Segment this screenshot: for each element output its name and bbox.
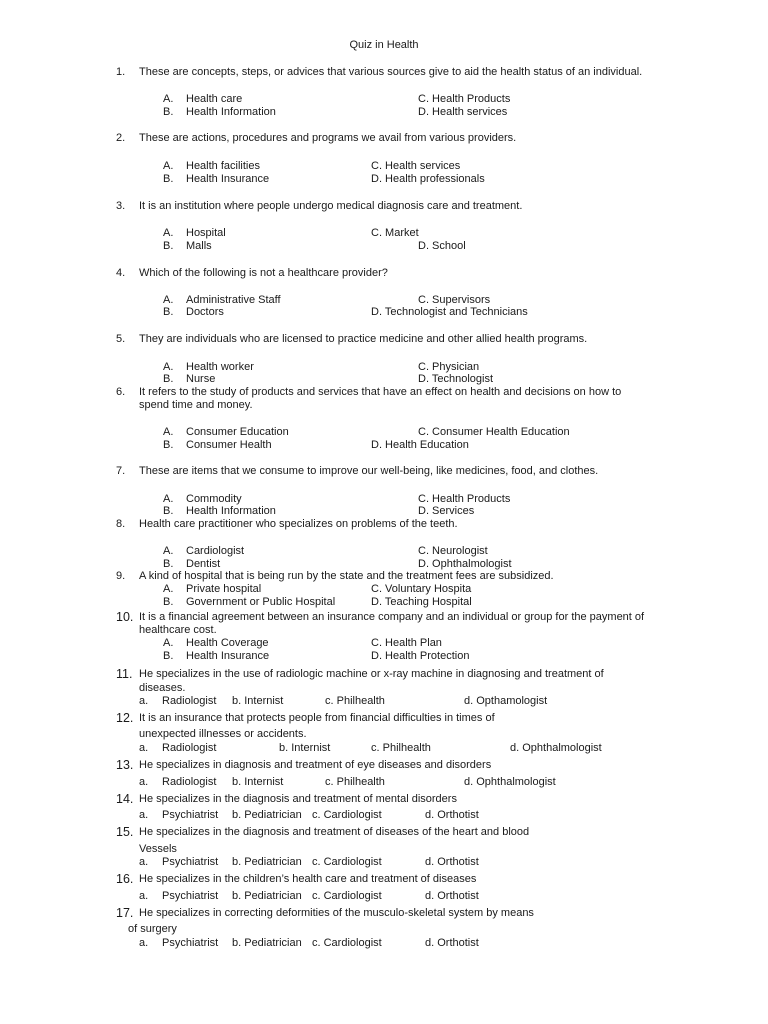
choice-letter: B. — [163, 596, 174, 608]
choice-text: Psychiatrist — [162, 856, 219, 868]
question-number: 8. — [116, 518, 126, 530]
question-number: 6. — [116, 386, 126, 398]
choice-text: c. Philhealth — [371, 742, 431, 754]
choice-text: d. Orthotist — [425, 809, 479, 821]
choice-text: D. Health Education — [371, 439, 469, 451]
question-number: 12. — [116, 711, 134, 725]
choice-text: c. Cardiologist — [312, 937, 382, 949]
question-stem: of surgery — [128, 923, 177, 935]
question-stem: He specializes in correcting deformities of the musculo-skeletal system by means — [139, 907, 534, 919]
choice-text: Private hospital — [186, 583, 262, 595]
question-stem: It is a financial agreement between an insurance company and an individual or group for the payment of — [139, 611, 645, 623]
question-stem: healthcare cost. — [139, 624, 217, 636]
question-stem: A kind of hospital that is being run by the state and the treatment fees are subsidized. — [139, 570, 554, 582]
choice-text: Health facilities — [186, 160, 260, 172]
question-number: 3. — [116, 200, 126, 212]
question-stem: He specializes in the diagnosis and treatment of mental disorders — [139, 793, 457, 805]
choice-text: Health Coverage — [186, 637, 269, 649]
question-number: 5. — [116, 333, 126, 345]
choice-text: b. Pediatrician — [232, 809, 302, 821]
choice-text: Radiologist — [162, 695, 217, 707]
choice-text: D. Ophthalmologist — [418, 558, 512, 570]
choice-text: Psychiatrist — [162, 890, 219, 902]
choice-letter: A. — [163, 637, 174, 649]
choice-letter: A. — [163, 545, 174, 557]
choice-text: Health care — [186, 93, 243, 105]
choice-letter: B. — [163, 558, 174, 570]
choice-text: C. Health Products — [418, 493, 511, 505]
question-number: 11. — [116, 667, 133, 681]
choice-letter: B. — [163, 106, 174, 118]
question-stem: It refers to the study of products and services that have an effect on health and decisions on how to — [139, 386, 622, 398]
choice-text: Commodity — [186, 493, 242, 505]
choice-letter: A. — [163, 583, 174, 595]
choice-letter: A. — [163, 227, 174, 239]
question-stem: He specializes in diagnosis and treatment of eye diseases and disorders — [139, 759, 492, 771]
question-stem: They are individuals who are licensed to practice medicine and other allied health programs. — [139, 333, 588, 345]
choice-text: d. Ophthalmologist — [464, 776, 556, 788]
choice-text: C. Market — [371, 227, 419, 239]
choice-text: C. Consumer Health Education — [418, 426, 570, 438]
question-stem: He specializes in the children’s health care and treatment of diseases — [139, 873, 477, 885]
choice-text: D. Teaching Hospital — [371, 596, 472, 608]
choice-text: Health Insurance — [186, 173, 270, 185]
choice-text: Health Information — [186, 106, 276, 118]
choice-text: b. Internist — [279, 742, 331, 754]
choice-letter: A. — [163, 361, 174, 373]
question-number: 13. — [116, 758, 134, 772]
choice-letter: A. — [163, 426, 174, 438]
choice-letter: a. — [139, 776, 149, 788]
choice-text: d. Ophthalmologist — [510, 742, 602, 754]
choice-letter: B. — [163, 373, 174, 385]
question-stem: These are items that we consume to improve our well-being, like medicines, food, and clothes. — [139, 465, 599, 477]
choice-text: Administrative Staff — [186, 294, 281, 306]
choice-text: c. Cardiologist — [312, 856, 382, 868]
question-number: 7. — [116, 465, 126, 477]
choice-text: Dentist — [186, 558, 221, 570]
choice-text: Radiologist — [162, 776, 217, 788]
choice-text: b. Pediatrician — [232, 856, 302, 868]
choice-text: C. Physician — [418, 361, 480, 373]
choice-text: Psychiatrist — [162, 809, 219, 821]
choice-text: d. Orthotist — [425, 937, 479, 949]
choice-text: D. Health services — [418, 106, 508, 118]
choice-text: C. Neurologist — [418, 545, 488, 557]
choice-letter: a. — [139, 809, 149, 821]
choice-text: c. Philhealth — [325, 776, 385, 788]
choice-letter: a. — [139, 695, 149, 707]
choice-letter: B. — [163, 240, 174, 252]
choice-text: D. Health Protection — [371, 650, 470, 662]
choice-text: Cardiologist — [186, 545, 245, 557]
question-stem: Which of the following is not a healthcare provider? — [139, 267, 388, 279]
question-stem: He specializes in the diagnosis and treatment of diseases of the heart and blood — [139, 826, 530, 838]
choice-text: Health Insurance — [186, 650, 270, 662]
choice-text: Consumer Health — [186, 439, 272, 451]
choice-letter: a. — [139, 937, 149, 949]
choice-text: D. School — [418, 240, 466, 252]
choice-text: b. Internist — [232, 695, 284, 707]
choice-letter: a. — [139, 890, 149, 902]
choice-text: d. Orthotist — [425, 890, 479, 902]
question-stem: He specializes in the use of radiologic machine or x-ray machine in diagnosing and treatment of — [139, 668, 604, 680]
question-stem: spend time and money. — [139, 399, 253, 411]
question-number: 2. — [116, 132, 126, 144]
choice-text: D. Technologist and Technicians — [371, 306, 528, 318]
choice-text: d. Orthotist — [425, 856, 479, 868]
choice-letter: B. — [163, 505, 174, 517]
question-stem: Health care practitioner who specializes on problems of the teeth. — [139, 518, 458, 530]
choice-letter: A. — [163, 294, 174, 306]
choice-text: c. Cardiologist — [312, 809, 382, 821]
question-stem: These are concepts, steps, or advices that various sources give to aid the health status of an individual. — [139, 66, 643, 78]
question-number: 15. — [116, 825, 134, 839]
choice-letter: A. — [163, 93, 174, 105]
choice-text: D. Technologist — [418, 373, 494, 385]
question-number: 17. — [116, 906, 134, 920]
choice-letter: A. — [163, 160, 174, 172]
choice-text: d. Opthamologist — [464, 695, 548, 707]
choice-letter: B. — [163, 650, 174, 662]
choice-text: C. Supervisors — [418, 294, 491, 306]
choice-text: D. Services — [418, 505, 475, 517]
page-title: Quiz in Health — [349, 39, 419, 51]
question-stem: It is an institution where people undergo medical diagnosis care and treatment. — [139, 200, 523, 212]
choice-text: Doctors — [186, 306, 224, 318]
choice-text: C. Voluntary Hospita — [371, 583, 472, 595]
choice-letter: a. — [139, 742, 149, 754]
choice-text: b. Pediatrician — [232, 890, 302, 902]
question-stem: These are actions, procedures and programs we avail from various providers. — [139, 132, 517, 144]
choice-text: Government or Public Hospital — [186, 596, 336, 608]
choice-letter: A. — [163, 493, 174, 505]
question-number: 14. — [116, 792, 134, 806]
choice-text: D. Health professionals — [371, 173, 485, 185]
question-stem: diseases. — [139, 682, 186, 694]
choice-text: C. Health services — [371, 160, 461, 172]
choice-text: C. Health Plan — [371, 637, 442, 649]
question-number: 10. — [116, 610, 134, 624]
choice-text: b. Internist — [232, 776, 284, 788]
question-stem: It is an insurance that protects people from financial difficulties in times of — [139, 712, 495, 724]
choice-text: Health worker — [186, 361, 254, 373]
choice-letter: B. — [163, 173, 174, 185]
choice-letter: B. — [163, 439, 174, 451]
question-number: 9. — [116, 570, 126, 582]
choice-text: Nurse — [186, 373, 216, 385]
choice-text: b. Pediatrician — [232, 937, 302, 949]
choice-text: Malls — [186, 240, 212, 252]
choice-letter: a. — [139, 856, 149, 868]
choice-text: c. Cardiologist — [312, 890, 382, 902]
choice-text: Consumer Education — [186, 426, 289, 438]
choice-text: Radiologist — [162, 742, 217, 754]
question-stem: unexpected illnesses or accidents. — [139, 728, 307, 740]
choice-text: Health Information — [186, 505, 276, 517]
choice-text: Psychiatrist — [162, 937, 219, 949]
question-number: 4. — [116, 267, 126, 279]
choice-text: c. Philhealth — [325, 695, 385, 707]
choice-letter: B. — [163, 306, 174, 318]
question-number: 1. — [116, 66, 126, 78]
question-number: 16. — [116, 872, 134, 886]
choice-text: C. Health Products — [418, 93, 511, 105]
question-stem: Vessels — [139, 843, 177, 855]
choice-text: Hospital — [186, 227, 226, 239]
